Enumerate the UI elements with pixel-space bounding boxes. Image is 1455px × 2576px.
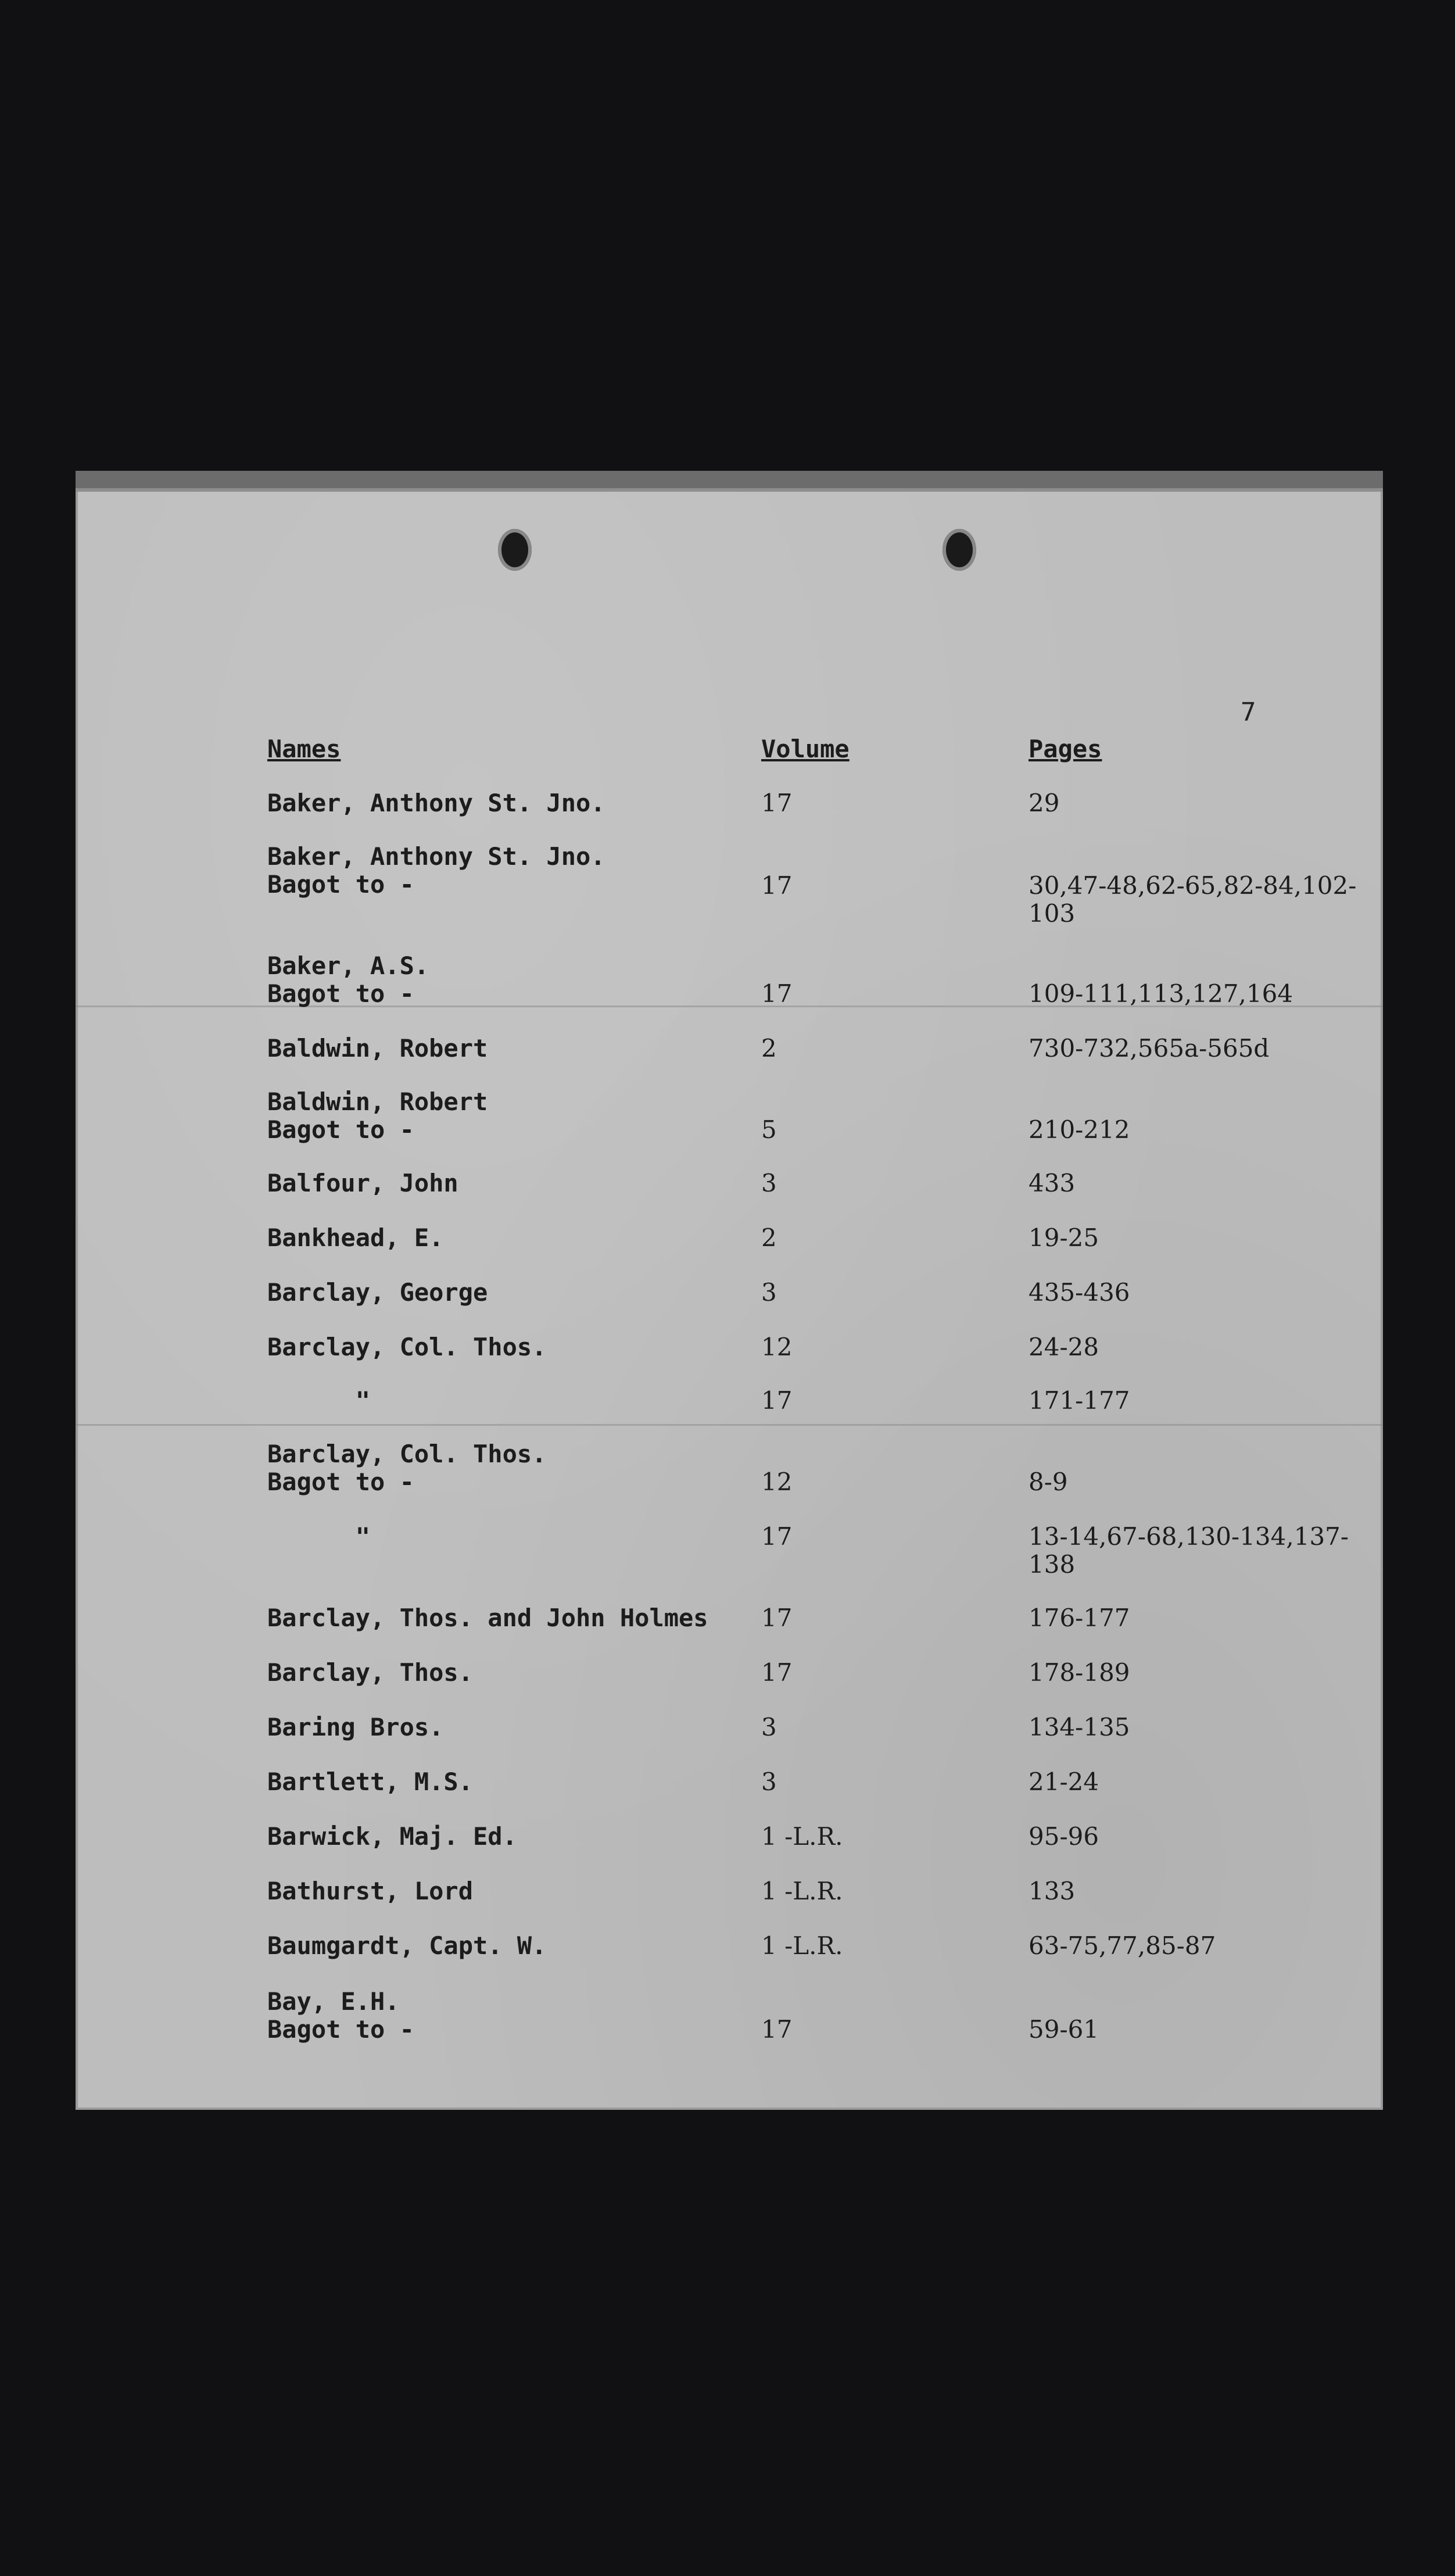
entry-volume: 17 (761, 789, 793, 817)
entry-volume: 12 (761, 1468, 793, 1496)
entry-volume: 1 -L.R. (761, 1822, 843, 1851)
entry-pages: 133 (1028, 1877, 1076, 1905)
entry-volume: 17 (761, 1604, 793, 1632)
entry-name: Baker, Anthony St. Jno. Bagot to - (267, 842, 605, 899)
entry-pages: 730-732,565a-565d (1028, 1034, 1270, 1062)
header-names: Names (267, 735, 341, 763)
entry-pages: 59-61 (1028, 2015, 1099, 2044)
entry-name: Baldwin, Robert (267, 1034, 488, 1062)
entry-name: Baker, A.S. Bagot to - (267, 951, 429, 1008)
entry-pages: 13-14,67-68,130-134,137- 138 (1028, 1522, 1349, 1579)
header-pages: Pages (1028, 735, 1102, 763)
entry-name: Baring Bros. (267, 1713, 444, 1741)
entry-pages: 19-25 (1028, 1223, 1099, 1252)
entry-pages: 171-177 (1028, 1386, 1130, 1415)
entry-name: Baker, Anthony St. Jno. (267, 789, 605, 817)
entry-pages: 63-75,77,85-87 (1028, 1931, 1216, 1960)
entry-pages: 8-9 (1028, 1468, 1068, 1496)
header-volume: Volume (761, 735, 850, 763)
punch-hole-right (942, 529, 976, 571)
entry-name: Bartlett, M.S. (267, 1768, 474, 1796)
entry-volume: 3 (761, 1713, 777, 1741)
entry-volume: 17 (761, 979, 793, 1008)
entry-volume: 1 -L.R. (761, 1931, 843, 1960)
entry-pages: 176-177 (1028, 1604, 1130, 1632)
entry-volume: 17 (761, 1522, 793, 1551)
page-number: 7 (1241, 697, 1256, 727)
entry-pages: 30,47-48,62-65,82-84,102- 103 (1028, 871, 1357, 928)
entry-pages: 210-212 (1028, 1115, 1130, 1144)
entry-pages: 109-111,113,127,164 (1028, 979, 1293, 1008)
entry-name-ditto: " (267, 1386, 371, 1415)
entry-volume: 17 (761, 871, 793, 900)
entry-name-ditto: " (267, 1522, 371, 1551)
entry-pages: 134-135 (1028, 1713, 1130, 1741)
entry-volume: 3 (761, 1169, 777, 1197)
entry-volume: 17 (761, 1658, 793, 1687)
entry-name: Barclay, Thos. and John Holmes (267, 1604, 708, 1632)
binder-strip (76, 471, 1383, 492)
fold-line (76, 1424, 1383, 1426)
entry-pages: 29 (1028, 789, 1060, 817)
entry-volume: 2 (761, 1223, 777, 1252)
entry-pages: 95-96 (1028, 1822, 1099, 1851)
entry-pages: 435-436 (1028, 1278, 1130, 1307)
entry-name: Barclay, Col. Thos. (267, 1333, 547, 1361)
entry-volume: 5 (761, 1115, 777, 1144)
entry-name: Barclay, George (267, 1278, 488, 1307)
entry-name: Baldwin, Robert Bagot to - (267, 1087, 488, 1144)
entry-name: Barclay, Col. Thos. Bagot to - (267, 1440, 547, 1496)
entry-volume: 3 (761, 1278, 777, 1307)
entry-name: Baumgardt, Capt. W. (267, 1931, 547, 1960)
entry-volume: 12 (761, 1333, 793, 1361)
entry-volume: 17 (761, 1386, 793, 1415)
punch-hole-left (498, 529, 532, 571)
entry-name: Barwick, Maj. Ed. (267, 1822, 517, 1851)
document-page (76, 471, 1383, 2110)
entry-name: Balfour, John (267, 1169, 458, 1197)
entry-volume: 2 (761, 1034, 777, 1062)
entry-pages: 433 (1028, 1169, 1076, 1197)
entry-name: Bankhead, E. (267, 1223, 444, 1252)
entry-volume: 3 (761, 1768, 777, 1796)
entry-name: Bathurst, Lord (267, 1877, 474, 1905)
entry-pages: 24-28 (1028, 1333, 1099, 1361)
entry-pages: 21-24 (1028, 1768, 1099, 1796)
entry-name: Barclay, Thos. (267, 1658, 474, 1687)
entry-volume: 17 (761, 2015, 793, 2044)
entry-volume: 1 -L.R. (761, 1877, 843, 1905)
entry-name: Bay, E.H. Bagot to - (267, 1987, 414, 2044)
entry-pages: 178-189 (1028, 1658, 1130, 1687)
